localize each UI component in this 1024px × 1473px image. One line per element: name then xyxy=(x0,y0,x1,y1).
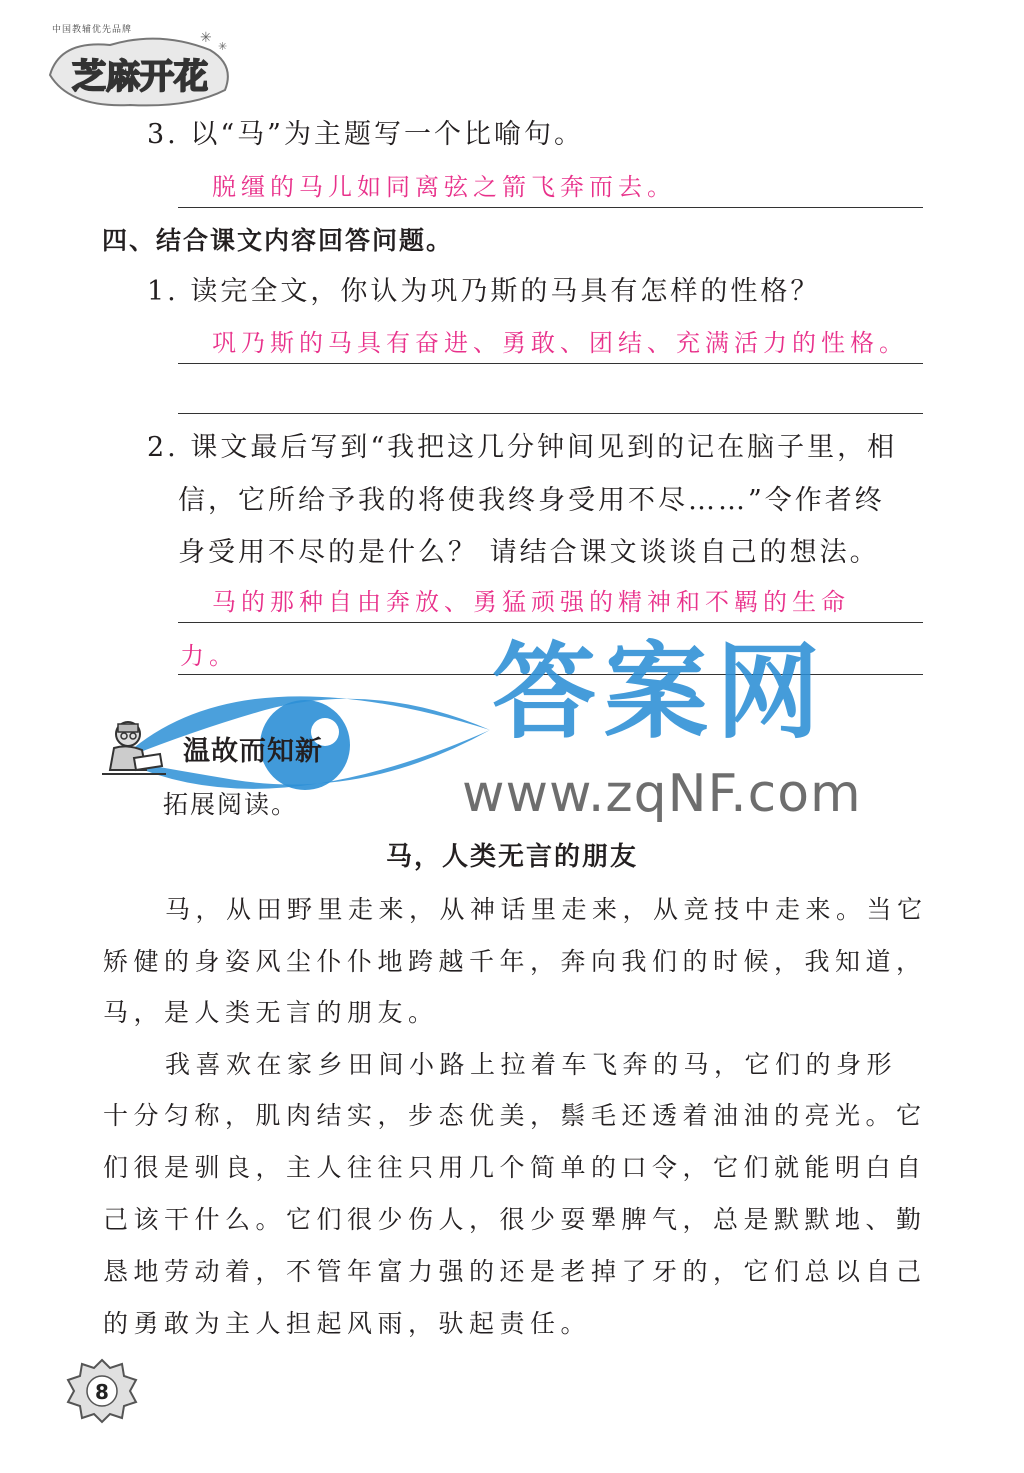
logo xyxy=(40,20,240,115)
article-p1-line: 矫健的身姿风尘仆仆地跨越千年，奔向我们的时候，我知道， xyxy=(103,947,927,976)
review-subheading: 拓展阅读。 xyxy=(163,790,299,819)
article-p1-line: 马，是人类无言的朋友。 xyxy=(103,998,439,1027)
answer-line xyxy=(178,622,923,623)
answer-line xyxy=(178,363,923,364)
reading-child-icon xyxy=(100,720,172,780)
watermark-url: www.zqNF.com xyxy=(462,764,862,824)
watermark-text: 答案网 xyxy=(492,631,829,753)
star-icon: ✳ xyxy=(200,30,212,46)
s4-q2-line1: 2. 课文最后写到“我把这几分钟间见到的记在脑子里，相 xyxy=(147,432,898,463)
article-p2-line: 的勇敢为主人担起风雨，驮起责任。 xyxy=(103,1309,592,1338)
review-heading: 温故而知新 xyxy=(183,736,323,767)
article-p2-line: 十分匀称，肌肉结实，步态优美，鬃毛还透着油油的亮光。它 xyxy=(103,1101,927,1130)
article-p1-line: 马，从田野里走来，从神话里走来，从竞技中走来。当它 xyxy=(165,895,928,924)
answer-line xyxy=(178,413,923,414)
s4-q2-answer-line2: 力。 xyxy=(180,642,238,670)
page-number-badge xyxy=(66,1358,138,1424)
s4-q2-answer-line1: 马的那种自由奔放、勇猛顽强的精神和不羁的生命 xyxy=(212,588,850,616)
section-heading: 四、结合课文内容回答问题。 xyxy=(102,226,454,255)
star-icon: ✳ xyxy=(218,40,228,53)
article-p2-line: 己该干什么。它们很少伤人，很少耍犟脾气，总是默默地、勤 xyxy=(103,1205,927,1234)
s4-q2-line2: 信，它所给予我的将使我终身受用不尽……”令作者终 xyxy=(178,485,885,516)
logo-text: 芝麻开花 xyxy=(72,57,208,97)
s4-q1-question: 1. 读完全文，你认为巩乃斯的马具有怎样的性格？ xyxy=(147,276,821,307)
article-p2-line: 我喜欢在家乡田间小路上拉着车飞奔的马，它们的身形 xyxy=(165,1050,898,1079)
page-number: 8 xyxy=(95,1380,109,1404)
article-p2-line: 恳地劳动着，不管年富力强的还是老掉了牙的，它们总以自己 xyxy=(103,1257,927,1286)
article-title: 马，人类无言的朋友 xyxy=(386,842,639,872)
q3-question: 3. 以“马”为主题写一个比喻句。 xyxy=(147,119,584,150)
article-p2-line: 们很是驯良，主人往往只用几个简单的口令，它们就能明白自 xyxy=(103,1153,927,1182)
series-tagline: 中国教辅优先品牌 xyxy=(52,25,133,35)
q3-answer: 脱缰的马儿如同离弦之箭飞奔而去。 xyxy=(212,173,676,201)
s4-q2-line3: 身受用不尽的是什么？ 请结合课文谈谈自己的想法。 xyxy=(178,537,880,568)
s4-q1-answer: 巩乃斯的马具有奋进、勇敢、团结、充满活力的性格。 xyxy=(212,329,908,357)
answer-line xyxy=(178,207,923,208)
